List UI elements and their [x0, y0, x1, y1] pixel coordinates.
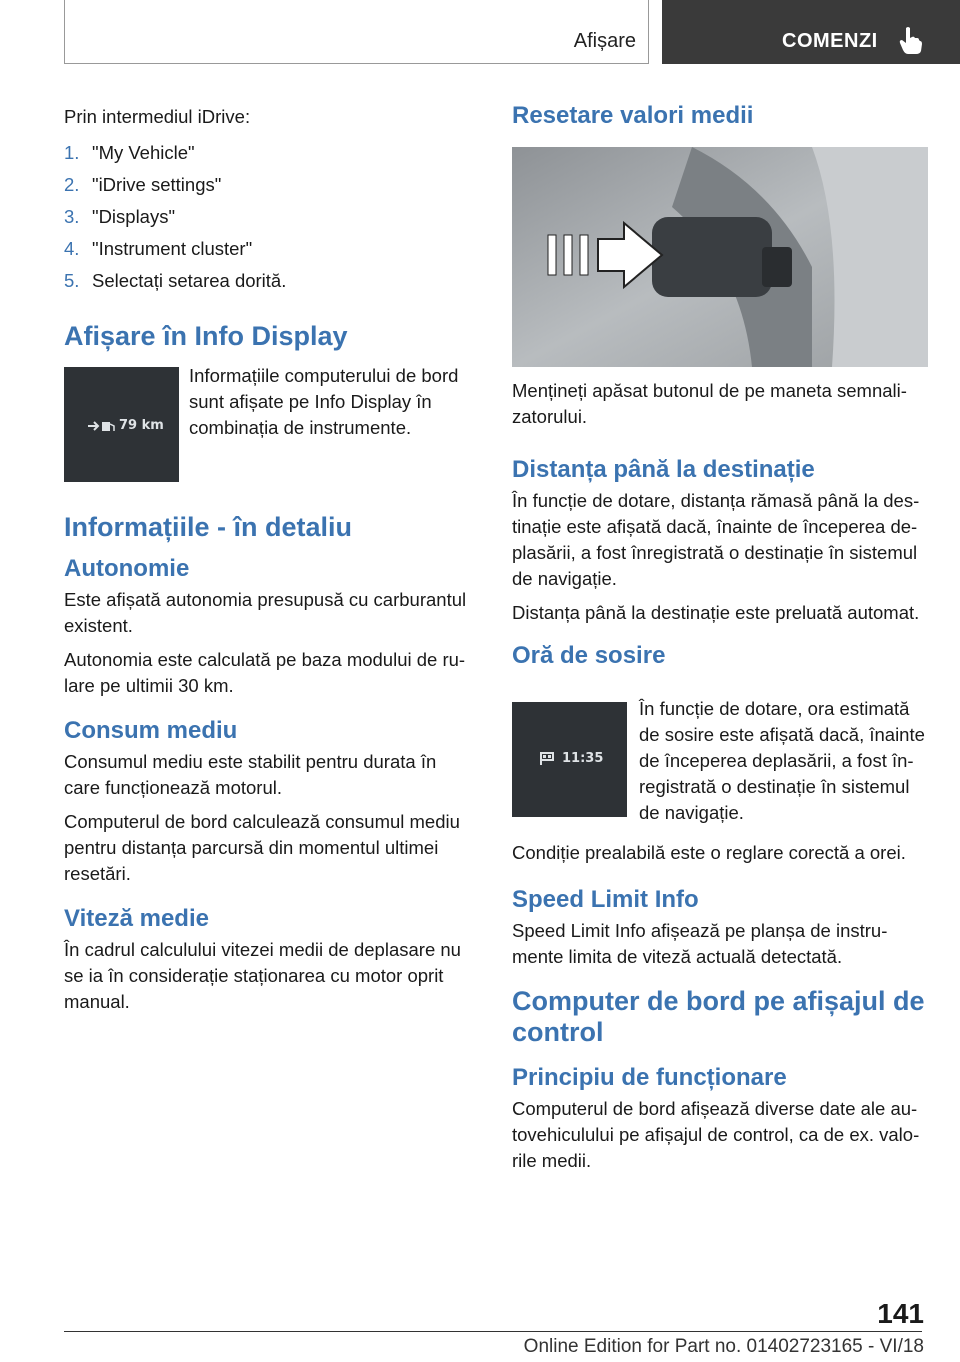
distance-heading: Distanța până la destinație [512, 456, 815, 483]
chapter-title: COMENZI [782, 30, 878, 52]
autonomie-text-2: Autonomia este calculată pe baza modului de ru-lare pe ultimii 30 km. [64, 649, 466, 696]
computer-heading: Computer de bord pe afișajul de control [512, 986, 925, 1047]
consum-text-2: Computerul de bord calculează consumul mediu pentru distanța parcursă din momentul ultimei resetări. [64, 811, 460, 884]
list-item: 2. "iDrive settings" [64, 174, 222, 195]
header-section-box [64, 0, 649, 64]
header-chapter-box [662, 0, 960, 64]
arrival-heading: Oră de sosire [512, 642, 666, 669]
speed-limit-heading: Speed Limit Info [512, 886, 699, 913]
distance-text-2: Distanța până la destinație este preluată automat. [512, 602, 920, 623]
reset-text: Mențineți apăsat butonul de pe maneta semnali-zatorului. [512, 380, 907, 427]
viteza-text: În cadrul calculului vitezei medii de deplasare nu se ia în considerație staționarea cu motor oprit manual. [64, 939, 461, 1012]
principle-heading: Principiu de funcționare [512, 1064, 787, 1091]
list-item: 5. Selectați setarea dorită. [64, 270, 287, 291]
edition-text: Online Edition for Part no. 01402723165 - VI/18 [523, 1336, 924, 1357]
autonomie-heading: Autonomie [64, 555, 190, 582]
info-display-text: Informațiile computerului de bord sunt afișate pe Info Display în combinația de instrumente. [189, 365, 459, 438]
list-item: 3. "Displays" [64, 206, 176, 227]
footer-divider [64, 1331, 922, 1332]
pointing-hand-icon [898, 26, 922, 54]
info-display-heading: Afișare în Info Display [64, 321, 348, 351]
left-column [64, 104, 476, 300]
reset-heading: Resetare valori medii [512, 102, 754, 129]
arrival-time-value: 11:35 [562, 751, 604, 766]
fuel-range-icon [88, 420, 118, 432]
viteza-heading: Viteză medie [64, 905, 209, 932]
consum-text-1: Consumul mediu este stabilit pentru durata în care funcționează motorul. [64, 751, 437, 798]
destination-flag-icon [539, 752, 555, 766]
arrival-text: În funcție de dotare, ora estimată de sosire este afișată dacă, înainte de începerea deplasării, a fost în-registrată o destinație în sistemul de navigație. [639, 698, 925, 823]
steps-list [64, 140, 476, 300]
info-display-image [64, 367, 179, 482]
speed-limit-text: Speed Limit Info afișează pe planșa de instru-mente limita de viteză actuală detectată. [512, 920, 888, 967]
intro-text: Prin intermediul iDrive: [64, 106, 251, 127]
autonomie-text-1: Este afișată autonomia presupusă cu carburantul existent. [64, 589, 467, 636]
list-item: 1. "My Vehicle" [64, 142, 195, 163]
turn-signal-lever-image [512, 147, 928, 367]
arrival-time-image [512, 702, 627, 817]
principle-text: Computerul de bord afișează diverse date ale au-tovehiculului pe afișajul de control, ca de ex. valo-rile medii. [512, 1098, 920, 1171]
range-value: 79 km [119, 418, 164, 433]
section-title: Afișare [573, 30, 636, 52]
consum-heading: Consum mediu [64, 717, 238, 744]
distance-text-1: În funcție de dotare, distanța rămasă până la des-tinație este afișată dacă, înainte de începerea de-plasării, a fost înregistrată o destinație în sistemul de navigație. [512, 490, 920, 589]
details-heading: Informațiile - în detaliu [64, 512, 353, 542]
list-item: 4. "Instrument cluster" [64, 238, 253, 259]
arrival-text-2: Condiție prealabilă este o reglare corectă a orei. [512, 842, 906, 863]
page-number: 141 [877, 1298, 924, 1329]
